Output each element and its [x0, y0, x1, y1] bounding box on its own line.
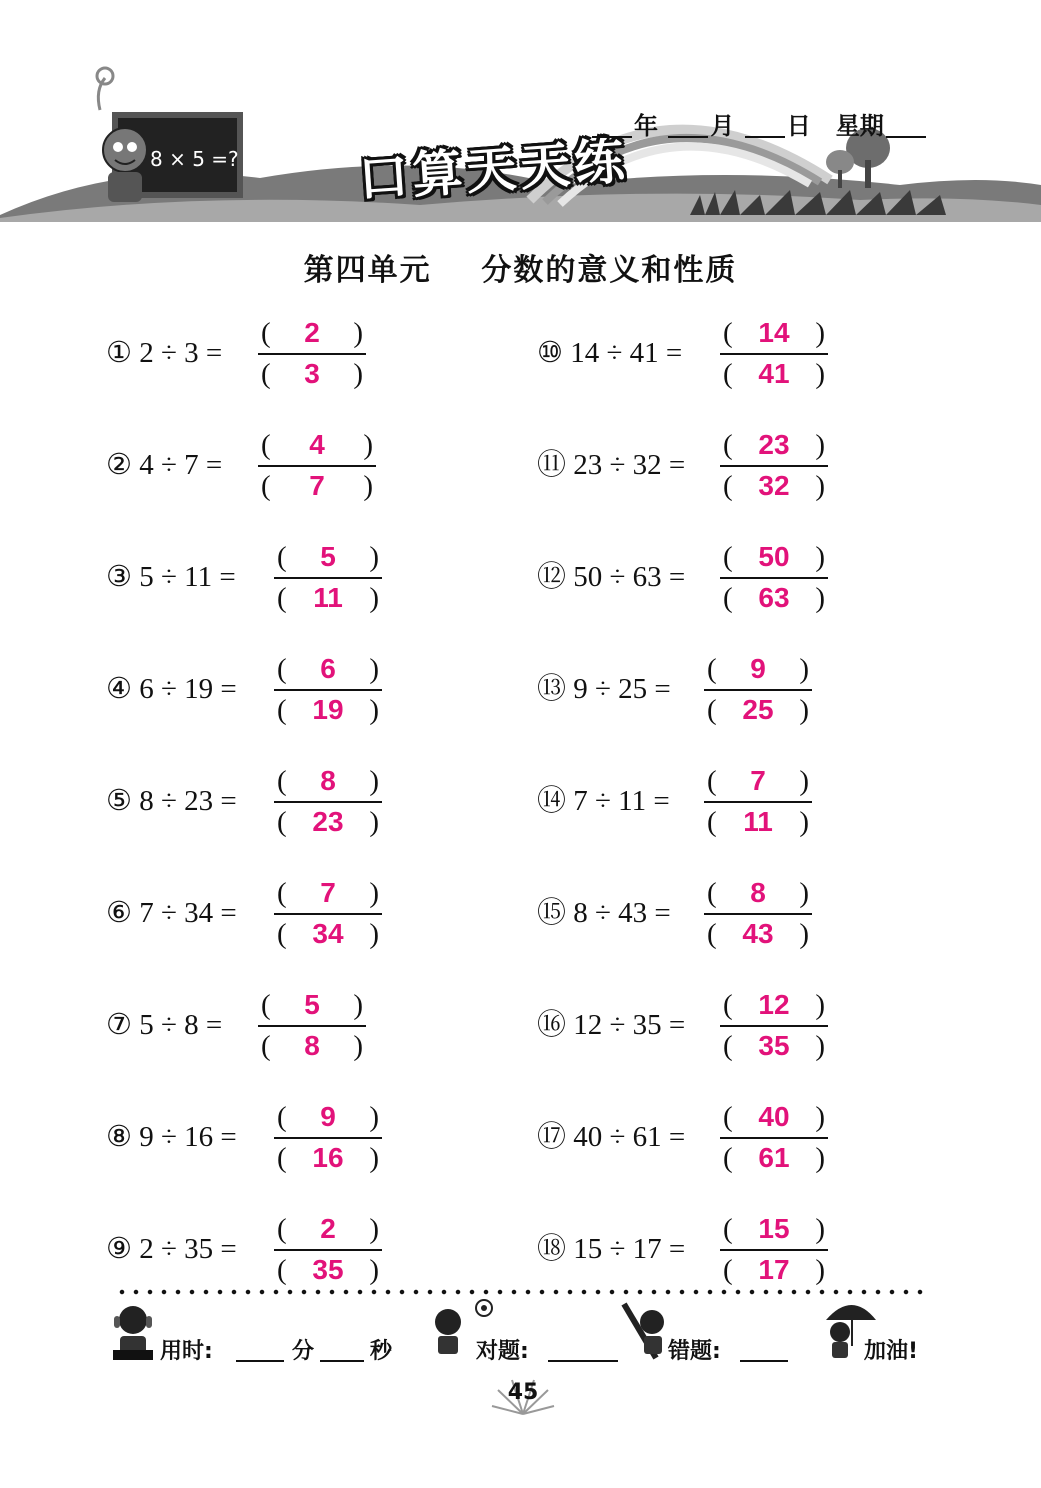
- numerator-answer: 5: [304, 989, 320, 1020]
- problem-number: ⑥: [106, 897, 132, 929]
- division-expression: 14 ÷ 41 =: [570, 337, 683, 369]
- weekday-label: 星期: [835, 112, 884, 140]
- numerator-answer: 8: [750, 877, 766, 908]
- numerator-slot[interactable]: [274, 650, 382, 688]
- denominator-slot[interactable]: [274, 1139, 382, 1177]
- fraction-answer: [258, 314, 366, 394]
- denominator-answer: 63: [758, 582, 790, 613]
- close-paren: ): [353, 317, 363, 349]
- close-paren: ): [353, 358, 363, 390]
- numerator-answer: 40: [758, 1101, 790, 1132]
- banner-title: 口算天天练: [356, 131, 630, 209]
- problem-lhs: [537, 1231, 685, 1267]
- numerator-slot[interactable]: [258, 314, 366, 352]
- problem-number: ⑧: [106, 1121, 132, 1153]
- division-expression: 23 ÷ 32 =: [573, 449, 686, 481]
- problem-item: [106, 314, 466, 394]
- month-blank[interactable]: [668, 136, 708, 138]
- problem-item: [537, 538, 897, 618]
- division-expression: 6 ÷ 19 =: [139, 673, 237, 705]
- fraction-answer: [274, 1210, 382, 1290]
- open-paren: (: [707, 877, 717, 909]
- numerator-slot[interactable]: [704, 874, 812, 912]
- close-paren: ): [815, 470, 825, 502]
- open-paren: (: [277, 694, 287, 726]
- close-paren: ): [799, 877, 809, 909]
- denominator-slot[interactable]: [704, 915, 812, 953]
- numerator-answer: 6: [320, 653, 336, 684]
- seconds-blank[interactable]: [320, 1360, 364, 1362]
- open-paren: (: [707, 918, 717, 950]
- problem-number: ③: [106, 561, 132, 593]
- problem-item: [106, 874, 466, 954]
- problem-item: [537, 650, 897, 730]
- denominator-slot[interactable]: [258, 1027, 366, 1065]
- numerator-slot[interactable]: [274, 874, 382, 912]
- open-paren: (: [261, 989, 271, 1021]
- unit-title: 第四单元 分数的意义和性质: [303, 253, 738, 288]
- chalkboard-text: 8 × 5 =?: [150, 147, 239, 171]
- open-paren: (: [277, 582, 287, 614]
- open-paren: (: [723, 1213, 733, 1245]
- problem-item: [537, 314, 897, 394]
- problem-number: ⑨: [106, 1233, 132, 1265]
- fraction-bar: [704, 689, 812, 691]
- denominator-slot[interactable]: [720, 355, 828, 393]
- problem-number: ⑭: [537, 785, 567, 817]
- problem-number: ⑬: [537, 673, 567, 705]
- problem-item: [537, 762, 897, 842]
- denominator-answer: 11: [743, 806, 773, 837]
- numerator-slot[interactable]: [274, 1098, 382, 1136]
- problem-item: [106, 650, 466, 730]
- fraction-answer: [274, 650, 382, 730]
- close-paren: ): [369, 653, 379, 685]
- fraction-answer: [720, 538, 828, 618]
- fraction-bar: [274, 913, 382, 915]
- problem-number: ④: [106, 673, 132, 705]
- problem-item: [106, 1098, 466, 1178]
- fraction-bar: [720, 1137, 828, 1139]
- problem-lhs: [106, 1231, 237, 1267]
- time-label: 用时:: [160, 1339, 213, 1364]
- close-paren: ): [815, 429, 825, 461]
- close-paren: ): [799, 918, 809, 950]
- close-paren: ): [799, 653, 809, 685]
- day-blank[interactable]: [745, 136, 785, 138]
- pencil-kid-icon: [616, 1298, 676, 1364]
- problem-number: ⑱: [537, 1233, 567, 1265]
- division-expression: 9 ÷ 25 =: [573, 673, 671, 705]
- wrong-label: 错题:: [668, 1339, 721, 1364]
- division-expression: 40 ÷ 61 =: [573, 1121, 686, 1153]
- problem-lhs: [106, 559, 236, 595]
- denominator-answer: 25: [742, 694, 774, 725]
- denominator-slot[interactable]: [274, 579, 382, 617]
- cheer-text: 加油!: [864, 1339, 919, 1364]
- problem-lhs: [537, 671, 671, 707]
- open-paren: (: [277, 1254, 287, 1286]
- close-paren: ): [369, 541, 379, 573]
- open-paren: (: [277, 1213, 287, 1245]
- division-expression: 50 ÷ 63 =: [573, 561, 686, 593]
- problem-number: ⑩: [537, 337, 563, 369]
- day-label: 日: [786, 112, 811, 140]
- problem-item: [106, 762, 466, 842]
- denominator-answer: 3: [304, 358, 320, 389]
- open-paren: (: [707, 765, 717, 797]
- problem-item: [106, 538, 466, 618]
- open-paren: (: [277, 918, 287, 950]
- open-paren: (: [723, 358, 733, 390]
- denominator-answer: 23: [312, 806, 344, 837]
- problem-lhs: [537, 783, 670, 819]
- numerator-slot[interactable]: [720, 426, 828, 464]
- close-paren: ): [815, 1142, 825, 1174]
- division-expression: 12 ÷ 35 =: [573, 1009, 686, 1041]
- open-paren: (: [707, 806, 717, 838]
- fraction-answer: [704, 874, 812, 954]
- denominator-answer: 41: [758, 358, 790, 389]
- numerator-slot[interactable]: [720, 538, 828, 576]
- problem-lhs: [537, 1007, 685, 1043]
- close-paren: ): [369, 918, 379, 950]
- problem-lhs: [537, 559, 685, 595]
- close-paren: ): [815, 317, 825, 349]
- close-paren: ): [815, 989, 825, 1021]
- open-paren: (: [723, 1142, 733, 1174]
- open-paren: (: [277, 806, 287, 838]
- numerator-slot[interactable]: [258, 426, 376, 464]
- problem-number: ⑫: [537, 561, 567, 593]
- page-number: 45: [507, 1380, 539, 1405]
- denominator-answer: 61: [758, 1142, 790, 1173]
- fraction-bar: [258, 353, 366, 355]
- denominator-slot[interactable]: [258, 467, 376, 505]
- numerator-answer: 2: [320, 1213, 336, 1244]
- headphone-kid-icon: [108, 1300, 158, 1362]
- close-paren: ): [369, 1213, 379, 1245]
- close-paren: ): [369, 694, 379, 726]
- minutes-blank[interactable]: [236, 1360, 284, 1362]
- problem-lhs: [106, 1007, 222, 1043]
- denominator-slot[interactable]: [704, 803, 812, 841]
- denominator-answer: 8: [304, 1030, 320, 1061]
- close-paren: ): [815, 1213, 825, 1245]
- problem-number: ①: [106, 337, 132, 369]
- fraction-answer: [720, 314, 828, 394]
- numerator-slot[interactable]: [274, 762, 382, 800]
- seconds-label: 秒: [370, 1339, 393, 1364]
- numerator-slot[interactable]: [720, 1098, 828, 1136]
- problem-item: [537, 426, 897, 506]
- open-paren: (: [723, 1254, 733, 1286]
- open-paren: (: [261, 470, 271, 502]
- numerator-slot[interactable]: [704, 762, 812, 800]
- fraction-bar: [704, 913, 812, 915]
- denominator-answer: 19: [312, 694, 344, 725]
- problem-item: [537, 1210, 897, 1290]
- problem-lhs: [537, 447, 685, 483]
- numerator-slot[interactable]: [258, 986, 366, 1024]
- month-label: 月: [710, 112, 735, 140]
- fraction-bar: [258, 465, 376, 467]
- fraction-answer: [274, 762, 382, 842]
- close-paren: ): [369, 1101, 379, 1133]
- denominator-slot[interactable]: [720, 579, 828, 617]
- fraction-answer: [258, 426, 376, 506]
- denominator-slot[interactable]: [720, 467, 828, 505]
- fraction-answer: [258, 986, 366, 1066]
- date-line: [590, 106, 928, 141]
- numerator-answer: 50: [758, 541, 790, 572]
- close-paren: ): [815, 582, 825, 614]
- open-paren: (: [277, 653, 287, 685]
- denominator-answer: 7: [309, 470, 325, 501]
- numerator-answer: 14: [758, 317, 790, 348]
- problem-lhs: [537, 335, 682, 371]
- numerator-answer: 7: [320, 877, 336, 908]
- division-expression: 5 ÷ 11 =: [139, 561, 236, 593]
- close-paren: ): [363, 470, 373, 502]
- open-paren: (: [261, 317, 271, 349]
- correct-blank[interactable]: [548, 1360, 618, 1362]
- problem-lhs: [106, 1119, 237, 1155]
- open-paren: (: [707, 653, 717, 685]
- close-paren: ): [369, 1142, 379, 1174]
- numerator-answer: 9: [750, 653, 766, 684]
- denominator-slot[interactable]: [274, 1251, 382, 1289]
- close-paren: ): [369, 877, 379, 909]
- weekday-blank[interactable]: [886, 136, 926, 138]
- open-paren: (: [723, 541, 733, 573]
- problem-number: ⑦: [106, 1009, 132, 1041]
- denominator-answer: 35: [312, 1254, 344, 1285]
- fraction-bar: [258, 1025, 366, 1027]
- close-paren: ): [369, 765, 379, 797]
- numerator-answer: 4: [309, 429, 325, 460]
- denominator-answer: 16: [312, 1142, 344, 1173]
- denominator-slot[interactable]: [720, 1251, 828, 1289]
- open-paren: (: [723, 1030, 733, 1062]
- problem-lhs: [537, 895, 671, 931]
- numerator-answer: 2: [304, 317, 320, 348]
- problem-number: ⑮: [537, 897, 567, 929]
- fraction-bar: [720, 465, 828, 467]
- close-paren: ): [799, 694, 809, 726]
- problem-number: ②: [106, 449, 132, 481]
- fraction-answer: [274, 538, 382, 618]
- open-paren: (: [277, 877, 287, 909]
- denominator-answer: 11: [313, 582, 343, 613]
- fraction-answer: [274, 1098, 382, 1178]
- problem-lhs: [106, 447, 222, 483]
- close-paren: ): [353, 989, 363, 1021]
- numerator-answer: 23: [758, 429, 790, 460]
- denominator-answer: 43: [742, 918, 774, 949]
- fraction-bar: [720, 1025, 828, 1027]
- denominator-slot[interactable]: [274, 803, 382, 841]
- fraction-bar: [720, 1249, 828, 1251]
- fraction-bar: [704, 801, 812, 803]
- division-expression: 8 ÷ 23 =: [139, 785, 237, 817]
- open-paren: (: [723, 1101, 733, 1133]
- fraction-answer: [704, 650, 812, 730]
- denominator-slot[interactable]: [274, 691, 382, 729]
- minutes-label: 分: [292, 1339, 315, 1364]
- numerator-slot[interactable]: [720, 986, 828, 1024]
- open-paren: (: [723, 582, 733, 614]
- open-paren: (: [723, 429, 733, 461]
- open-paren: (: [261, 429, 271, 461]
- division-expression: 2 ÷ 35 =: [139, 1233, 237, 1265]
- problem-number: ⑪: [537, 449, 567, 481]
- division-expression: 2 ÷ 3 =: [139, 337, 223, 369]
- problem-number: ⑤: [106, 785, 132, 817]
- denominator-answer: 35: [758, 1030, 790, 1061]
- problem-item: [537, 1098, 897, 1178]
- problem-lhs: [106, 335, 222, 371]
- numerator-slot[interactable]: [720, 314, 828, 352]
- problem-lhs: [106, 895, 237, 931]
- numerator-slot[interactable]: [274, 1210, 382, 1248]
- problem-lhs: [106, 671, 237, 707]
- fraction-bar: [274, 1249, 382, 1251]
- denominator-slot[interactable]: [274, 915, 382, 953]
- division-expression: 8 ÷ 43 =: [573, 897, 671, 929]
- open-paren: (: [277, 1101, 287, 1133]
- denominator-answer: 34: [312, 918, 344, 949]
- fraction-answer: [720, 1210, 828, 1290]
- denominator-slot[interactable]: [720, 1027, 828, 1065]
- division-expression: 9 ÷ 16 =: [139, 1121, 237, 1153]
- open-paren: (: [723, 317, 733, 349]
- division-expression: 15 ÷ 17 =: [573, 1233, 686, 1265]
- close-paren: ): [815, 1101, 825, 1133]
- numerator-answer: 9: [320, 1101, 336, 1132]
- year-blank[interactable]: [592, 136, 632, 138]
- open-paren: (: [277, 1142, 287, 1174]
- denominator-answer: 32: [758, 470, 790, 501]
- numerator-answer: 12: [758, 989, 790, 1020]
- division-expression: 7 ÷ 34 =: [139, 897, 237, 929]
- open-paren: (: [707, 694, 717, 726]
- open-paren: (: [277, 765, 287, 797]
- fraction-bar: [720, 577, 828, 579]
- close-paren: ): [369, 1254, 379, 1286]
- problem-lhs: [106, 783, 237, 819]
- problem-number: ⑰: [537, 1121, 567, 1153]
- fraction-answer: [720, 1098, 828, 1178]
- denominator-slot[interactable]: [720, 1139, 828, 1177]
- problem-number: ⑯: [537, 1009, 567, 1041]
- division-expression: 5 ÷ 8 =: [139, 1009, 223, 1041]
- numerator-answer: 8: [320, 765, 336, 796]
- fraction-bar: [274, 1137, 382, 1139]
- fraction-bar: [274, 577, 382, 579]
- problem-item: [537, 986, 897, 1066]
- wrong-blank[interactable]: [740, 1360, 788, 1362]
- close-paren: ): [815, 1254, 825, 1286]
- problem-item: [106, 1210, 466, 1290]
- dotted-divider: [115, 1289, 930, 1295]
- close-paren: ): [363, 429, 373, 461]
- numerator-slot[interactable]: [704, 650, 812, 688]
- open-paren: (: [723, 989, 733, 1021]
- open-paren: (: [723, 470, 733, 502]
- numerator-answer: 15: [758, 1213, 790, 1244]
- problem-item: [537, 874, 897, 954]
- numerator-slot[interactable]: [720, 1210, 828, 1248]
- division-expression: 7 ÷ 11 =: [573, 785, 670, 817]
- fraction-bar: [720, 353, 828, 355]
- close-paren: ): [353, 1030, 363, 1062]
- fraction-answer: [720, 426, 828, 506]
- close-paren: ): [799, 765, 809, 797]
- numerator-answer: 7: [750, 765, 766, 796]
- fraction-bar: [274, 801, 382, 803]
- year-label: 年: [634, 112, 658, 140]
- open-paren: (: [261, 358, 271, 390]
- problem-item: [106, 986, 466, 1066]
- fraction-bar: [274, 689, 382, 691]
- problem-item: [106, 426, 466, 506]
- open-paren: (: [277, 541, 287, 573]
- close-paren: ): [369, 582, 379, 614]
- numerator-answer: 5: [320, 541, 336, 572]
- denominator-answer: 17: [758, 1254, 790, 1285]
- correct-label: 对题:: [476, 1339, 529, 1364]
- close-paren: ): [369, 806, 379, 838]
- denominator-slot[interactable]: [258, 355, 366, 393]
- open-paren: (: [261, 1030, 271, 1062]
- close-paren: ): [799, 806, 809, 838]
- fraction-answer: [704, 762, 812, 842]
- close-paren: ): [815, 358, 825, 390]
- close-paren: ): [815, 541, 825, 573]
- fraction-answer: [274, 874, 382, 954]
- denominator-slot[interactable]: [704, 691, 812, 729]
- close-paren: ): [815, 1030, 825, 1062]
- numerator-slot[interactable]: [274, 538, 382, 576]
- problem-lhs: [537, 1119, 685, 1155]
- division-expression: 4 ÷ 7 =: [139, 449, 223, 481]
- fraction-answer: [720, 986, 828, 1066]
